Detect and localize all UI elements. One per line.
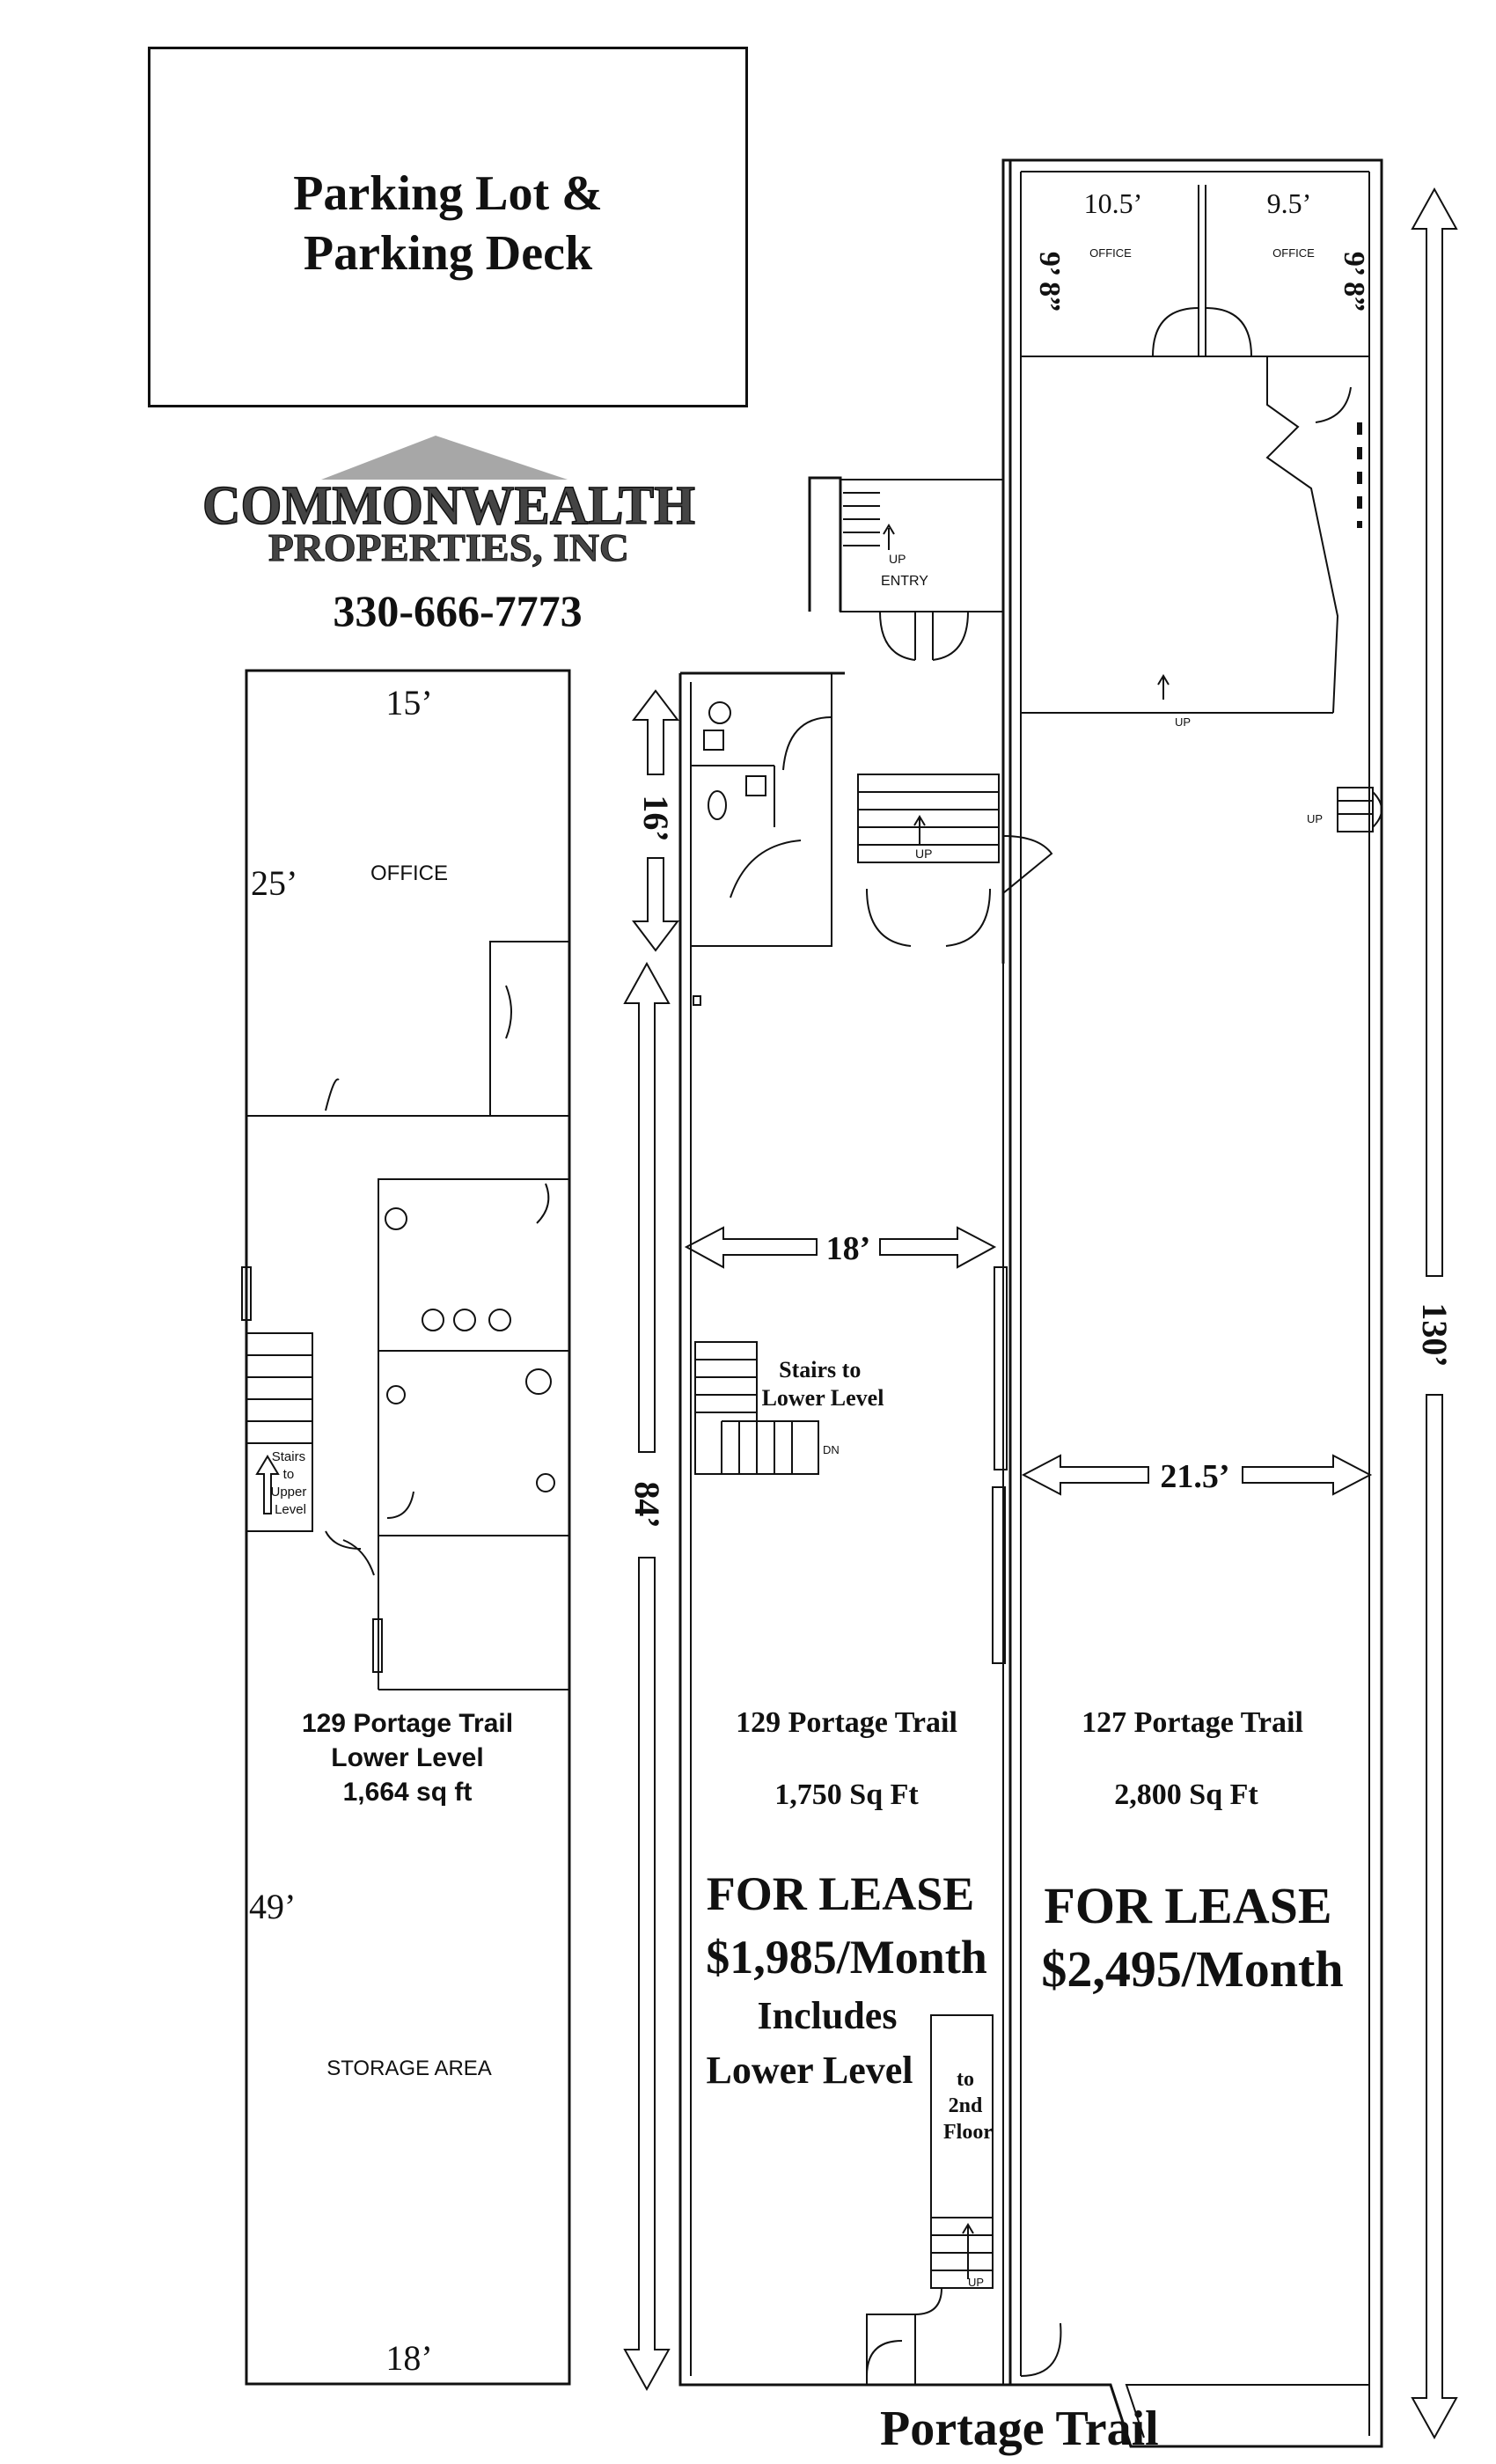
side-stairs <box>1338 788 1382 832</box>
lower-storage-label: STORAGE AREA <box>326 2057 492 2080</box>
toilet-icon <box>526 1369 551 1394</box>
unit-129-status: FOR LEASE <box>706 1867 975 1920</box>
office-b-depth: 9’ 8” <box>1338 251 1370 312</box>
lower-level-bath-wall <box>490 942 569 1116</box>
parking-label-line2: Parking Deck <box>303 226 593 281</box>
arrow-84-up <box>625 964 669 1452</box>
up-2nd-label: UP <box>968 2276 985 2289</box>
unit-127-info <box>1041 1706 1343 1998</box>
arrow-130-up <box>1412 189 1456 1276</box>
arrow-16-down <box>634 858 678 950</box>
door-swing <box>730 717 832 898</box>
office-a-label: OFFICE <box>1089 246 1132 260</box>
unit-129-area: 1,750 Sq Ft <box>774 1778 919 1811</box>
sink-icon <box>387 1386 405 1404</box>
toilet-icon <box>454 1309 475 1331</box>
dim-18-label: 18’ <box>825 1230 871 1267</box>
party-wall-upper <box>1003 160 1010 964</box>
logo-name: COMMONWEALTH <box>202 476 695 536</box>
unit-127-outline <box>1003 160 1382 2446</box>
lower-level-door-swing <box>326 1079 339 1111</box>
lower-stairs-label: Stairs to Upper Level <box>270 1449 307 1517</box>
wall-pier <box>994 1267 1007 1470</box>
inner-stairs-up: UP <box>915 847 933 861</box>
entry-double-door <box>880 612 968 660</box>
side-stairs-up: UP <box>1307 812 1324 825</box>
unit-129-info <box>706 1706 987 2092</box>
office-doors <box>1153 308 1251 356</box>
arrow-21-right <box>1243 1456 1370 1494</box>
dimension-arrows <box>625 189 1456 2438</box>
lower-bottom-width: 18’ <box>385 2338 433 2378</box>
door-swing <box>537 1184 548 1223</box>
arrow-130-down <box>1412 1395 1456 2438</box>
up-label: UP <box>1175 715 1192 729</box>
stairs-lower-label: Stairs to Lower Level <box>761 1357 884 1411</box>
lower-top-width: 15’ <box>385 683 433 722</box>
office-a-width: 10.5’ <box>1083 187 1143 219</box>
toilet-icon <box>489 1309 510 1331</box>
door-swing <box>867 2288 942 2376</box>
stairs-to-2nd <box>931 2015 993 2288</box>
office-b-width: 9.5’ <box>1266 187 1312 219</box>
double-door <box>867 889 990 946</box>
entry-stair-wall <box>810 478 840 612</box>
entry-up-label: UP <box>889 552 906 566</box>
dim-16-label: 16’ <box>636 795 676 842</box>
dim-21-label: 21.5’ <box>1160 1458 1230 1495</box>
toilet-icon <box>537 1474 554 1492</box>
parking-label-line1: Parking Lot & <box>293 166 603 221</box>
toilet-icon <box>708 791 726 819</box>
phone-number: 330-666-7773 <box>333 586 583 635</box>
lower-office-depth: 25’ <box>251 863 298 903</box>
fixture-icon <box>746 776 766 796</box>
rear-offices <box>1021 185 1369 713</box>
lower-level-outline <box>246 671 569 2384</box>
lower-office-label: OFFICE <box>370 862 448 885</box>
arrow-84-down <box>625 1558 669 2389</box>
logo-subname: PROPERTIES, INC <box>268 526 629 568</box>
lower-unit-area: 1,664 sq ft <box>342 1778 473 1807</box>
arrow-16-up <box>634 691 678 774</box>
fixture-icon <box>704 730 723 750</box>
dim-130-label: 130’ <box>1415 1302 1455 1368</box>
lower-unit-address: 129 Portage Trail <box>301 1709 514 1738</box>
unit-129-price: $1,985/Month <box>706 1931 987 1984</box>
lower-storage-depth: 49’ <box>249 1887 297 1926</box>
main-level-plan <box>680 160 1382 2446</box>
door-swing <box>343 1540 374 1575</box>
office-a-depth: 9’ 8” <box>1033 251 1066 312</box>
sink-icon <box>385 1208 407 1229</box>
lower-unit-level: Lower Level <box>331 1743 484 1772</box>
sink-icon <box>709 702 730 723</box>
unit-129-note2: Lower Level <box>706 2049 913 2092</box>
door-swing <box>387 1492 414 1518</box>
arrow-18-right <box>880 1228 994 1267</box>
arrow-21-left <box>1023 1456 1148 1494</box>
unit-127-area: 2,800 Sq Ft <box>1114 1778 1258 1811</box>
toilet-icon <box>422 1309 444 1331</box>
office-b-label: OFFICE <box>1272 246 1315 260</box>
to-2nd-floor-label: to 2nd Floor <box>943 2068 993 2144</box>
unit-129-address: 129 Portage Trail <box>736 1706 957 1739</box>
dim-84-label: 84’ <box>627 1481 667 1529</box>
unit-127-price: $2,495/Month <box>1041 1940 1344 1998</box>
arrow-18-left <box>686 1228 817 1267</box>
entry-stairs <box>843 493 894 550</box>
unit-127-status: FOR LEASE <box>1044 1877 1332 1934</box>
restroom-wall <box>691 673 832 946</box>
street-label: Portage Trail <box>880 2402 1159 2456</box>
entry-label: ENTRY <box>881 574 928 589</box>
stairs-down-label: DN <box>823 1443 840 1456</box>
unit-129-note1: Includes <box>757 1994 898 2037</box>
lower-level-plan <box>242 671 569 2384</box>
lower-level-fixture <box>506 986 511 1038</box>
unit-127-address: 127 Portage Trail <box>1082 1706 1303 1739</box>
